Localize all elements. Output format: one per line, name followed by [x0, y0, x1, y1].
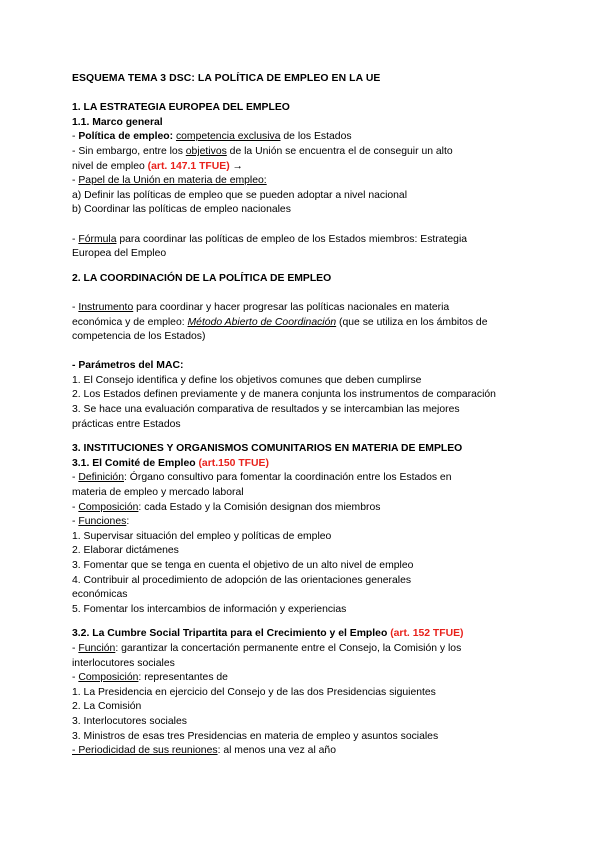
text: - — [72, 642, 79, 654]
s32-periodicity — [72, 744, 532, 759]
text-underlined: objetivos — [185, 145, 227, 157]
s32-composition — [72, 671, 532, 686]
section-3-heading: 3. INSTITUCIONES Y ORGANISMOS COMUNITARIOS EN MATERIA DE EMPLEO — [72, 443, 463, 455]
s1-line-2 — [72, 145, 532, 160]
s1-line-7 — [72, 233, 532, 248]
text: - — [72, 301, 79, 313]
document-title: ESQUEMA TEMA 3 DSC: LA POLÍTICA DE EMPLEO EN LA UE — [72, 73, 381, 84]
s2-line-2 — [72, 316, 532, 331]
text-underlined: Definición — [78, 472, 124, 484]
s3-function-4: 4. Contribuir al procedimiento de adopción de las orientaciones generales — [72, 574, 412, 586]
text: para coordinar y hacer progresar las políticas nacionales en materia — [133, 301, 450, 313]
text: - — [72, 672, 79, 684]
text: económica y de empleo: — [72, 316, 188, 328]
text-italic-underlined: Método Abierto de Coordinación — [187, 316, 337, 328]
document-body — [72, 72, 532, 759]
text: - — [72, 472, 79, 484]
s1-line-4 — [72, 174, 532, 189]
s3-functions — [72, 515, 532, 530]
text: - — [72, 516, 79, 528]
text: : garantizar la concertación permanente entre el Consejo, la Comisión y los — [115, 642, 462, 654]
s1-line-6: b) Coordinar las políticas de empleo nacionales — [72, 204, 291, 216]
mac-parameter-2: 2. Los Estados definen previamente y de manera conjunta los instrumentos de comparación — [72, 389, 496, 401]
s2-line-1 — [72, 301, 532, 316]
text: de los Estados — [280, 131, 352, 143]
text-underlined: Función — [78, 642, 116, 654]
s3-composition — [72, 501, 532, 516]
text-underlined: Papel de la Unión en materia de empleo: — [78, 175, 267, 187]
s32-function — [72, 642, 532, 657]
text: : al menos una vez al año — [217, 745, 336, 757]
s32-member-1: 1. La Presidencia en ejercicio del Consejo y de las dos Presidencias siguientes — [72, 686, 436, 698]
article-reference: (art. 147.1 TFUE) — [147, 160, 230, 172]
s2-line-3: competencia de los Estados) — [72, 331, 206, 343]
s3-function-3: 3. Fomentar que se tenga en cuenta el objetivo de un alto nivel de empleo — [72, 560, 414, 571]
mac-parameter-1: 1. El Consejo identifica y define los objetivos comunes que deben cumplirse — [72, 374, 422, 386]
section-2-heading: 2. LA COORDINACIÓN DE LA POLÍTICA DE EMPLEO — [72, 272, 332, 284]
s32-member-4: 3. Ministros de esas tres Presidencias en materia de empleo y asuntos sociales — [72, 730, 439, 742]
text-underlined: Funciones — [78, 516, 127, 528]
s32-member-3: 3. Interlocutores sociales — [72, 715, 187, 727]
text: - — [72, 175, 79, 187]
text: - — [72, 501, 79, 513]
text: 3.2. La Cumbre Social Tripartita para el Crecimiento y el Empleo — [72, 628, 391, 640]
text: : Órgano consultivo para fomentar la coordinación entre los Estados en — [124, 472, 452, 484]
section-3-1-heading — [72, 457, 532, 472]
text: (que se utiliza en los ámbitos de — [336, 316, 488, 328]
s1-line-8: Europea del Empleo — [72, 248, 167, 260]
s1-line-5: a) Definir las políticas de empleo que se pueden adoptar a nivel nacional — [72, 189, 408, 201]
article-reference: (art.150 TFUE) — [198, 457, 269, 469]
mac-parameter-3-cont: prácticas entre Estados — [72, 418, 181, 430]
text-underlined: - Periodicidad de sus reuniones — [72, 745, 218, 757]
text: → — [229, 160, 243, 172]
text: : — [126, 516, 130, 528]
mac-parameters-heading: - Parámetros del MAC: — [72, 360, 184, 372]
text-underlined: Composición — [78, 672, 139, 684]
text-underlined: Instrumento — [78, 301, 134, 313]
text: de la Unión se encuentra el de conseguir un alto — [226, 145, 453, 157]
s3-function-4-cont: económicas — [72, 589, 128, 601]
text: nivel de empleo — [72, 160, 148, 172]
section-3-2-heading — [72, 627, 532, 642]
s3-function-2: 2. Elaborar dictámenes — [72, 545, 179, 557]
text: 3.1. El Comité de Empleo — [72, 457, 199, 469]
s3-definition-cont: materia de empleo y mercado laboral — [72, 487, 244, 499]
text: : representantes de — [138, 672, 228, 684]
section-1-heading: 1. LA ESTRATEGIA EUROPEA DEL EMPLEO — [72, 102, 290, 114]
s3-function-1: 1. Supervisar situación del empleo y políticas de empleo — [72, 530, 332, 542]
s3-function-5: 5. Fomentar los intercambios de información y experiencias — [72, 603, 347, 615]
text-underlined: Fórmula — [78, 233, 117, 245]
text-underlined: competencia exclusiva — [175, 131, 281, 143]
text: - Sin embargo, entre los — [72, 145, 186, 157]
text: : cada Estado y la Comisión designan dos miembros — [138, 501, 381, 513]
s32-function-cont: interlocutores sociales — [72, 657, 175, 669]
text: para coordinar las políticas de empleo de los Estados miembros: Estrategia — [116, 233, 468, 245]
s32-member-2: 2. La Comisión — [72, 701, 142, 713]
article-reference: (art. 152 TFUE) — [390, 628, 464, 640]
text-bold: Política de empleo: — [78, 131, 174, 143]
text: - — [72, 131, 79, 143]
text: - — [72, 233, 79, 245]
text-underlined: Composición — [78, 501, 139, 513]
s3-definition — [72, 471, 532, 486]
s1-line-1 — [72, 130, 532, 145]
section-1-1-heading: 1.1. Marco general — [72, 116, 163, 128]
mac-parameter-3: 3. Se hace una evaluación comparativa de resultados y se intercambian las mejores — [72, 404, 460, 416]
s1-line-3 — [72, 160, 532, 175]
